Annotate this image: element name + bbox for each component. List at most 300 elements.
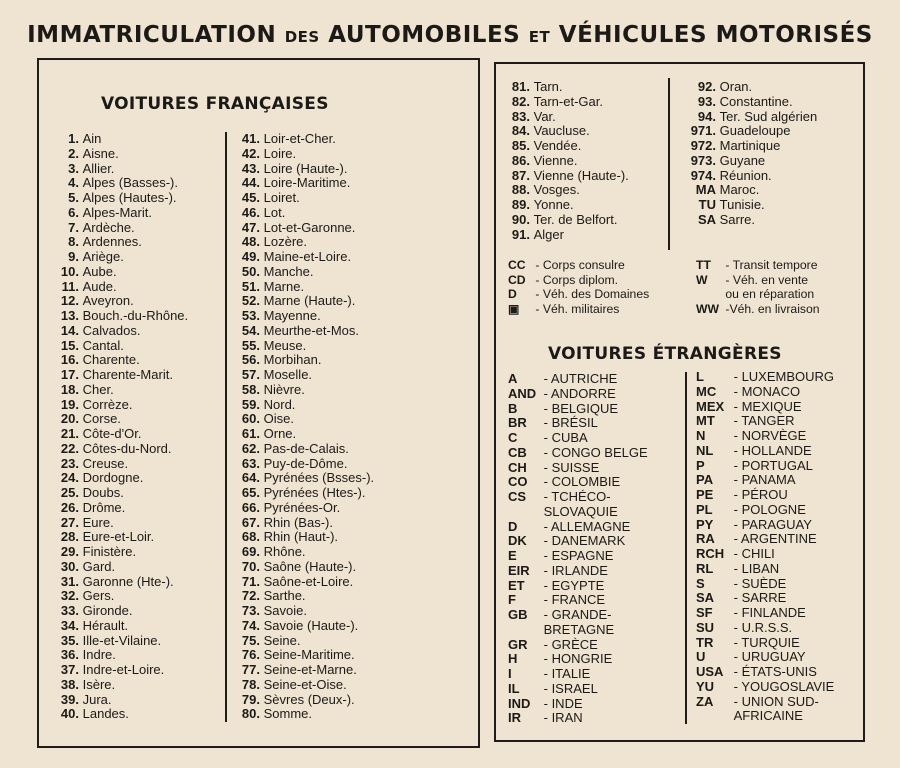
entry-name: Garonne (Hte-). [82,573,174,589]
entry-name: Alpes (Basses-). [82,175,178,191]
entry-name: Marne (Haute-). [263,293,356,309]
list-item [696,709,834,724]
list-item [696,650,834,665]
list-item [232,235,374,250]
entry-number: 43. [241,160,260,176]
list-item [696,680,834,695]
list-item [696,488,834,503]
entry-code: ZA [696,693,714,709]
list-item [508,372,648,387]
list-item [696,473,834,488]
entry-name: Réunion. [719,167,772,183]
list-item [696,400,834,415]
list-item [232,442,374,457]
list-item [49,604,188,619]
entry-code: GR [508,636,528,652]
list-item [696,370,834,385]
entry-number: 70. [241,558,260,574]
list-item [232,648,374,663]
list-item [49,280,188,295]
entry-name: - UNION SUD- [733,693,819,709]
list-item [696,429,834,444]
entry-number: 61. [241,426,260,441]
entry-number: 59. [241,396,260,412]
entry-name: Lot. [263,204,286,220]
entry-number: 72. [241,588,260,604]
entry-code: CS [508,489,527,504]
entry-code: B [508,400,518,416]
list-item [508,593,648,608]
list-item [49,457,188,472]
entry-number: 79. [241,691,260,707]
list-item [696,695,834,710]
list-item [508,402,648,417]
entry-name: SLOVAQUIE [543,503,618,519]
entry-name: Tarn. [533,79,563,94]
entry-name: Creuse. [82,455,129,471]
entry-name: Pyrénées (Htes-). [263,485,366,500]
list-item [508,416,648,431]
entry-code: S [696,575,705,591]
entry-number: 60. [241,411,260,427]
list-item [508,623,648,638]
list-item [686,169,817,184]
entry-number: 19. [60,396,79,412]
list-item [508,520,648,535]
entry-code: DK [508,533,527,549]
entry-number: 9. [68,249,79,264]
entry-number: 3. [68,160,79,176]
list-item [49,486,188,501]
entry-name: - LUXEMBOURG [733,369,835,384]
entry-name: Loir-et-Cher. [263,131,336,146]
entry-name: Doubs. [82,485,124,500]
entry-number: 81. [511,79,530,94]
list-item [696,518,834,533]
entry-number: 85. [511,138,530,153]
entry-name: Seine-Maritime. [263,647,355,663]
entry-code: SA [696,590,715,606]
column-divider [225,132,227,722]
entry-name: - FINLANDE [733,605,806,620]
departments-list-1 [49,132,188,722]
entry-number: 21. [60,426,79,441]
entry-code: WW [696,301,720,316]
entry-name: - SARRE [733,590,787,606]
entry-code: H [508,651,518,667]
entry-code: SF [696,605,713,620]
entry-name: Sarre. [719,211,756,227]
entry-number: 92. [697,79,716,94]
column-divider [685,372,687,724]
entry-code: USA [696,664,724,679]
entry-name: Nord. [263,396,296,412]
entry-name: Corse. [82,411,121,427]
entry-code: I [508,666,512,681]
foreign-countries-list-1 [508,372,648,726]
entry-code: IND [508,695,531,711]
entry-name: Gard. [82,558,116,574]
list-item [49,589,188,604]
entry-code: GB [508,607,528,622]
entry-name: - ITALIE [543,666,591,681]
entry-name: Indre. [82,647,116,663]
list-item [49,339,188,354]
entry-name: - HOLLANDE [733,442,812,458]
entry-name: Gironde. [82,603,133,618]
list-item [696,385,834,400]
entry-name: Allier. [82,160,115,176]
entry-name: Cher. [82,381,114,397]
entry-number: 16. [60,352,79,368]
entry-name: Morbihan. [263,352,322,368]
list-item [49,221,188,236]
entry-number: 77. [241,662,260,677]
list-item [232,486,374,501]
entry-number: 971. [690,123,716,139]
list-item [232,501,374,516]
list-item [696,532,834,547]
entry-number: 93. [697,93,716,109]
entry-number: 75. [241,632,260,648]
entry-code: MEX [696,398,725,414]
entry-number: 17. [60,367,79,382]
entry-number: 974. [690,167,716,183]
list-item [696,562,834,577]
list-item [232,619,374,634]
list-item [49,250,188,265]
list-item [696,636,834,651]
entry-name: - MONACO [733,383,801,399]
entry-code: D [508,518,518,534]
foreign-cars-heading: VOITURES ÉTRANGÈRES [548,344,782,364]
entry-name: - TURQUIE [733,634,800,650]
entry-number: 58. [241,381,260,397]
list-item [49,265,188,280]
entry-name: Marne. [263,278,305,294]
list-item [232,545,374,560]
list-item [686,139,817,154]
entry-name: - ESPAGNE [543,548,614,563]
entry-number: 24. [60,470,79,486]
entry-number: 27. [60,514,79,530]
list-item [232,265,374,280]
list-item [49,294,188,309]
entry-name: - INDE [543,695,583,711]
list-item [696,287,820,302]
entry-number: 15. [60,337,79,353]
entry-code: W [696,272,708,287]
entry-number: 57. [241,367,260,382]
entry-name: Sarthe. [263,588,306,604]
entry-code: PE [696,487,714,502]
list-item [502,110,629,125]
entry-number: 34. [60,617,79,633]
entry-name: Finistère. [82,544,137,559]
list-item [502,80,629,95]
entry-name: Calvados. [82,322,141,338]
entry-code: YU [696,678,715,694]
list-item [508,302,649,317]
entry-name: Eure. [82,514,114,530]
entry-code: CH [508,459,527,475]
entry-number: 45. [241,190,260,205]
list-item [49,191,188,206]
entry-code: ET [508,577,525,593]
entry-name: - PÉROU [733,487,788,502]
list-item [508,711,648,726]
entry-number: 23. [60,455,79,471]
entry-name: Martinique [719,138,781,153]
entry-number: 5. [68,190,79,205]
list-item [232,693,374,708]
list-item [49,398,188,413]
entry-name: Maine-et-Loire. [263,249,352,264]
entry-name: - HONGRIE [543,651,613,667]
list-item [49,663,188,678]
list-item [232,294,374,309]
list-item [49,368,188,383]
list-item [686,110,817,125]
entry-code: PY [696,516,714,532]
entry-name: - YOUGOSLAVIE [733,678,835,694]
entry-code: PL [696,501,713,517]
entry-name: - CUBA [543,430,588,445]
entry-name: Mayenne. [263,308,321,323]
entry-code: CC [508,258,526,272]
list-item [686,80,817,95]
list-item [232,398,374,413]
entry-name: Saône-et-Loire. [263,573,354,589]
entry-name: Nièvre. [263,381,305,397]
entry-code: MC [696,383,717,399]
entry-number: 20. [60,411,79,427]
entry-number: 32. [60,588,79,604]
entry-name: Seine. [263,632,301,648]
list-item [232,383,374,398]
entry-number: 39. [60,691,79,707]
entry-name: Ter. de Belfort. [533,211,618,227]
entry-name: Landes. [82,706,129,722]
list-item [502,169,629,184]
entry-code: NL [696,442,714,458]
entry-number: 11. [61,278,79,294]
departments-list-2 [232,132,374,722]
list-item [502,124,629,139]
entry-number: 13. [60,308,79,323]
entry-name: - ISRAEL [543,680,598,696]
entry-number: 86. [511,152,530,168]
entry-code: L [696,369,704,384]
entry-number: 28. [60,529,79,545]
entry-number: SA [697,211,716,227]
list-item [232,368,374,383]
entry-name: - GRÈCE [543,636,598,652]
list-item [232,339,374,354]
entry-number: 44. [241,175,260,191]
entry-number: TU [698,197,716,212]
entry-name: - NORVÈGE [733,428,807,443]
list-item [232,191,374,206]
list-item [696,258,820,273]
entry-name: - ÉTATS-UNIS [733,664,817,679]
entry-name: Tunisie. [719,197,765,212]
list-item [508,608,648,623]
list-item [232,457,374,472]
entry-name: Drôme. [82,499,126,515]
entry-name: - IRAN [543,710,583,726]
entry-name: - Corps consulre [535,258,625,272]
entry-name: Guyane [719,152,766,168]
list-item [232,147,374,162]
entry-name: Tarn-et-Gar. [533,93,603,109]
entry-name: Indre-et-Loire. [82,662,165,677]
entry-name: Rhin (Bas-). [263,514,333,530]
entry-code: P [696,457,705,473]
entry-name: Meurthe-et-Mos. [263,322,359,338]
list-item [508,258,649,273]
entry-number: 40. [60,706,79,722]
list-item [232,206,374,221]
list-item [232,221,374,236]
special-plates-list-2 [696,258,820,316]
entry-number: 83. [511,108,530,124]
entry-name: BRETAGNE [543,621,615,637]
list-item [696,273,820,288]
entry-number: 56. [241,352,260,368]
list-item [508,667,648,682]
entry-name: Ardennes. [82,234,142,250]
entry-name: Pas-de-Calais. [263,440,349,456]
entry-name: Alger [533,226,564,242]
list-item [508,431,648,446]
entry-name: Eure-et-Loir. [82,529,155,545]
entry-name: Côte-d'Or. [82,426,142,441]
entry-name: Oise. [263,411,294,427]
entry-name: - BRÉSIL [543,415,598,431]
entry-code: TT [696,258,711,272]
list-item [502,154,629,169]
entry-name: - COLOMBIE [543,474,621,490]
foreign-countries-list-2 [696,370,834,724]
entry-number: 91. [511,226,530,242]
entry-number: 1. [68,131,79,146]
list-item [686,154,817,169]
entry-name: Ardèche. [82,219,135,235]
entry-code: N [696,428,706,443]
entry-name: - URUGUAY [733,649,806,665]
entry-name: Ariège. [82,249,124,264]
entry-number: 25. [60,485,79,500]
list-item [232,353,374,368]
list-item [508,682,648,697]
entry-number: 69. [241,544,260,559]
list-item [232,176,374,191]
list-item [502,95,629,110]
entry-number: 64. [241,470,260,486]
entry-name: Loire (Haute-). [263,160,348,176]
entry-number: 62. [241,440,260,456]
entry-name: - U.R.S.S. [733,619,793,635]
entry-number: 22. [60,440,79,456]
entry-number: 53. [241,308,260,323]
entry-name: Var. [533,108,556,124]
entry-name: Charente. [82,352,140,368]
list-item [49,501,188,516]
entry-number: 42. [241,145,260,161]
list-item [232,412,374,427]
entry-number: 36. [60,647,79,663]
list-item [508,490,648,505]
entry-name: Bouch.-du-Rhône. [82,308,189,323]
entry-number: 31. [60,573,79,589]
entry-number: 90. [511,211,530,227]
list-item [49,693,188,708]
list-item [49,678,188,693]
entry-number: 8. [68,234,79,250]
list-item [232,707,374,722]
entry-name: - DANEMARK [543,533,626,549]
entry-number: 41. [241,131,260,146]
list-item [49,560,188,575]
entry-name: - ANDORRE [543,385,616,401]
list-item [49,147,188,162]
entry-number: 54. [241,322,260,338]
entry-number: 73. [241,603,260,618]
entry-number: 10. [60,263,79,279]
entry-name: - MEXIQUE [733,398,802,414]
territories-list [686,80,817,228]
entry-name: - Véh. des Domaines [535,287,650,302]
entry-code: PA [696,472,714,488]
departments-list-3 [502,80,629,242]
list-item [232,589,374,604]
list-item [232,678,374,693]
entry-name: - TANGER [733,413,795,429]
entry-name: Moselle. [263,367,313,382]
entry-name: - Véh. en vente [725,272,809,287]
entry-number: 26. [60,499,79,515]
entry-name: Sèvres (Deux-). [263,691,355,707]
list-item [49,707,188,722]
entry-name: - Véh. militaires [535,301,620,316]
entry-code: E [508,548,517,563]
entry-number: 66. [241,499,260,515]
entry-code: U [696,649,706,665]
entry-name: Rhône. [263,544,306,559]
entry-name: Ter. Sud algérien [719,108,818,124]
list-item [502,213,629,228]
list-item [49,619,188,634]
list-item [502,198,629,213]
list-item [232,471,374,486]
entry-number: 71. [241,573,260,589]
list-item [49,634,188,649]
entry-number: 87. [511,167,530,183]
french-departments-panel [37,58,480,748]
list-item [502,228,629,243]
entry-name: Seine-et-Marne. [263,662,357,677]
entry-code: SU [696,619,715,635]
entry-name: Lot-et-Garonne. [263,219,356,235]
list-item [232,132,374,147]
entry-number: 82. [511,93,530,109]
entry-name: Orne. [263,426,297,441]
entry-name: - IRLANDE [543,562,608,578]
entry-name: Aveyron. [82,293,134,309]
list-item [508,549,648,564]
list-item [232,663,374,678]
